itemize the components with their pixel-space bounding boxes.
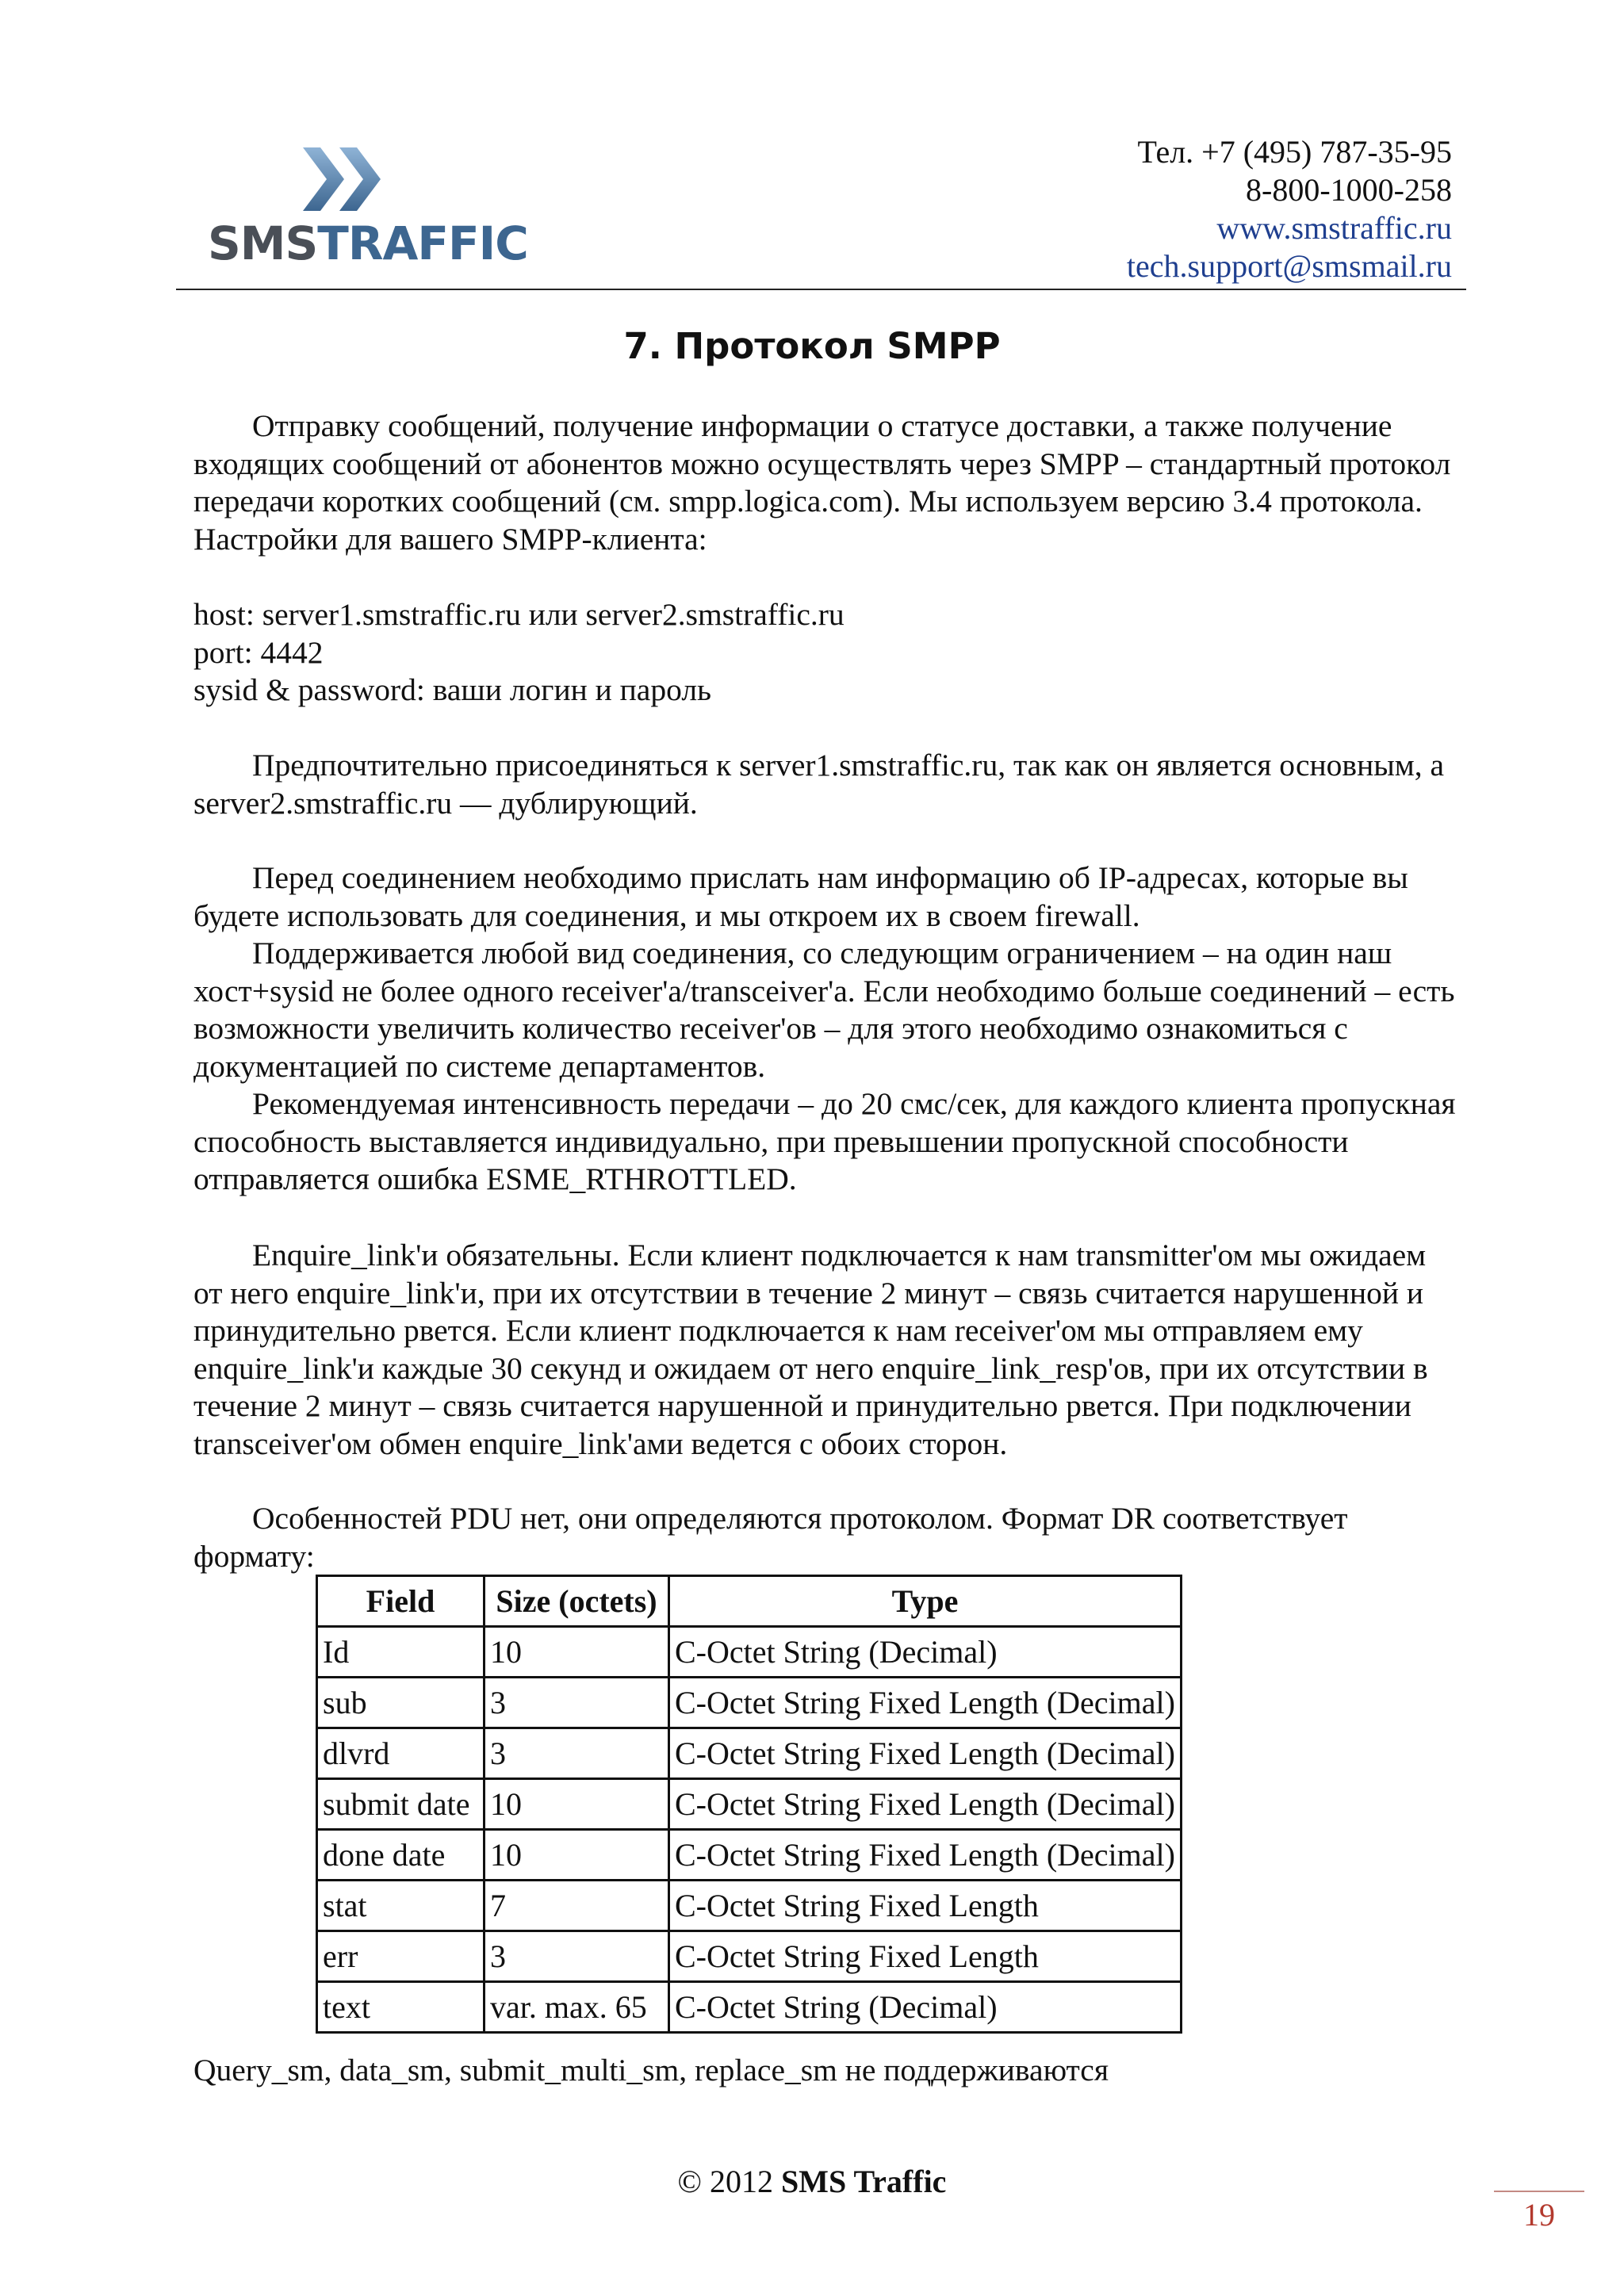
preferred-server-paragraph (193, 747, 1462, 822)
cell-field: err (317, 1931, 485, 1982)
pdu-paragraph (193, 1500, 1462, 1575)
cell-field: text (317, 1982, 485, 2033)
double-chevron-icon (303, 147, 390, 211)
setting-port: port: 4442 (193, 634, 324, 670)
footer-copyright (0, 2163, 1624, 2200)
setting-sysid: sysid & password: ваши логин и пароль (193, 672, 712, 707)
cell-type: C-Octet String Fixed Length (Decimal) (669, 1728, 1182, 1779)
cell-size: 3 (485, 1931, 669, 1982)
enquire-link-paragraph (193, 1237, 1462, 1463)
table-row (317, 1881, 1182, 1931)
logo-wordmark: SMSTRAFFIC (208, 216, 528, 270)
cell-field: dlvrd (317, 1728, 485, 1779)
table-header-row (317, 1576, 1182, 1627)
cell-size: 10 (485, 1830, 669, 1881)
cell-field: stat (317, 1881, 485, 1931)
unsupported-note (193, 2052, 1462, 2090)
setting-host: host: server1.smstraffic.ru или server2.smstraffic.ru (193, 597, 845, 632)
paragraph-unsupported-commands: Query_sm, data_sm, submit_multi_sm, replace_sm не поддерживаются (193, 2053, 1109, 2087)
cell-type: C-Octet String (Decimal) (669, 1982, 1182, 2033)
page-number-rule (1494, 2191, 1584, 2192)
cell-field: Id (317, 1627, 485, 1678)
cell-field: sub (317, 1678, 485, 1728)
paragraph-enquire-link: Enquire_link'и обязательны. Если клиент подключается к нам transmitter'ом мы ожидаем от него enquire_link'и, при их отсутствии в течение 2 минут – связь считается нарушенной и принудительно рвется. Если клиент подключается к нам receiver'ом мы отправляем ему enquire_link'и каждые 30 секунд и ожидаем от него enquire_link_resp'ов, при их отсутствии в течение 2 минут – связь считается нарушенной и принудительно рвется. При подключении transceiver'ом обмен enquire_link'ами ведется с обоих сторон. (193, 1238, 1428, 1461)
table-row (317, 1627, 1182, 1678)
cell-field: submit date (317, 1779, 485, 1830)
toll-free-number: 8-800-1000-258 (1246, 172, 1452, 208)
settings-block (193, 596, 1462, 710)
paragraph-ip-addresses: Перед соединением необходимо прислать нам информацию об IP-адресах, которые вы будете использовать для соединения, и мы откроем их в своем firewall. (193, 860, 1408, 933)
cell-size: 3 (485, 1728, 669, 1779)
dr-format-table (316, 1575, 1182, 2034)
paragraph-intro: Отправку сообщений, получение информации о статусе доставки, а также получение входящих сообщений от абонентов можно осуществлять через SMPP – стандартный протокол передачи коротких сообщений (см. smpp.logica.com). Мы используем версию 3.4 протокола. Настройки для вашего SMPP-клиента: (193, 408, 1451, 557)
paragraph-connection-limits: Поддерживается любой вид соединения, со следующим ограничением – на один наш хост+sysid не более одного receiver'а/transceiver'а. Если необходимо больше соединений – есть возможности увеличить количество receiver'ов – для этого необходимо ознакомиться с документацией по системе департаментов. (193, 936, 1455, 1084)
cell-type: C-Octet String (Decimal) (669, 1627, 1182, 1678)
column-header-field: Field (317, 1576, 485, 1627)
cell-field: done date (317, 1830, 485, 1881)
website-link[interactable]: www.smstraffic.ru (1216, 210, 1452, 246)
cell-type: C-Octet String Fixed Length (669, 1931, 1182, 1982)
cell-size: 3 (485, 1678, 669, 1728)
table-row (317, 1678, 1182, 1728)
paragraph-preferred-server: Предпочтительно присоединяться к server1.smstraffic.ru, так как он является основным, а server2.smstraffic.ru — дублирующий. (193, 748, 1445, 821)
cell-size: var. max. 65 (485, 1982, 669, 2033)
company-name: SMS Traffic (780, 2164, 947, 2199)
cell-size: 10 (485, 1627, 669, 1678)
cell-type: C-Octet String Fixed Length (Decimal) (669, 1678, 1182, 1728)
table-row (317, 1982, 1182, 2033)
page-number: 19 (1523, 2197, 1555, 2233)
paragraph-throughput: Рекомендуемая интенсивность передачи – до 20 смс/сек, для каждого клиента пропускная способность выставляется индивидуально, при превышении пропускной способности отправляется ошибка ESME_RTHROTTLED. (193, 1086, 1456, 1196)
paragraph-pdu-format: Особенностей PDU нет, они определяются протоколом. Формат DR соответствует формату: (193, 1501, 1348, 1574)
smstraffic-logo (208, 143, 528, 277)
table-row (317, 1931, 1182, 1982)
table-row (317, 1830, 1182, 1881)
cell-type: C-Octet String Fixed Length (Decimal) (669, 1779, 1182, 1830)
column-header-type: Type (669, 1576, 1182, 1627)
cell-type: C-Octet String Fixed Length (Decimal) (669, 1830, 1182, 1881)
table-row (317, 1779, 1182, 1830)
phone-number: Тел. +7 (495) 787-35-95 (1137, 134, 1452, 170)
cell-size: 10 (485, 1779, 669, 1830)
header-divider (176, 289, 1466, 290)
table-row (317, 1728, 1182, 1779)
connection-paragraphs (193, 859, 1462, 1199)
section-title: 7. Протокол SMPP (623, 325, 1001, 367)
copyright-year: © 2012 (677, 2164, 773, 2199)
cell-size: 7 (485, 1881, 669, 1931)
intro-paragraph (193, 408, 1462, 558)
contact-block (1127, 133, 1452, 285)
column-header-size: Size (octets) (485, 1576, 669, 1627)
support-email-link[interactable]: tech.support@smsmail.ru (1126, 248, 1452, 284)
cell-type: C-Octet String Fixed Length (669, 1881, 1182, 1931)
